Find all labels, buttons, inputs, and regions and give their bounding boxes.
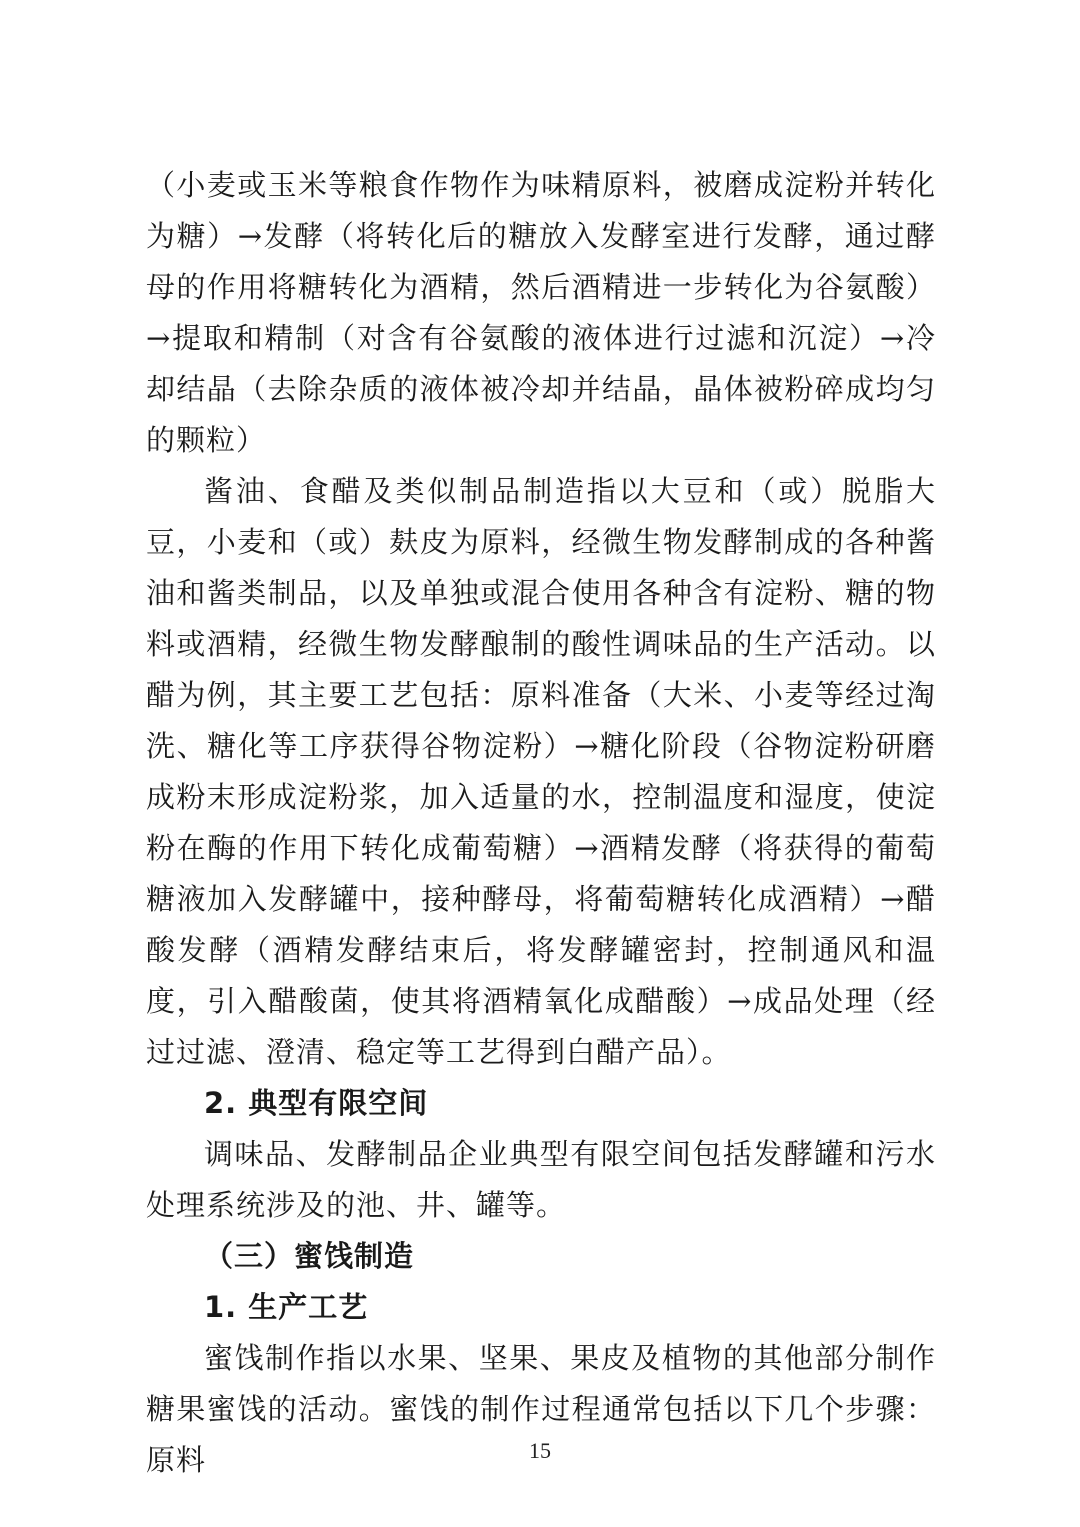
paragraph-confined-space: 调味品、发酵制品企业典型有限空间包括发酵罐和污水处理系统涉及的池、井、罐等。 — [146, 1137, 936, 1222]
page-number: 15 — [529, 1438, 551, 1463]
heading-candied-fruit: （三）蜜饯制造 — [204, 1239, 415, 1273]
document-body — [146, 160, 936, 1486]
paragraph-msg-process: （小麦或玉米等粮食作物作为味精原料，被磨成淀粉并转化为糖）→发酵（将转化后的糖放入发酵室进行发酵，通过酵母的作用将糖转化为酒精，然后酒精进一步转化为谷氨酸）→提取和精制（对含有谷氨酸的液体进行过滤和沉淀）→冷却结晶（去除杂质的液体被冷却并结晶，晶体被粉碎成均匀的颗粒） — [146, 168, 936, 457]
heading-production-process: 1. 生产工艺 — [204, 1290, 369, 1324]
paragraph-soy-vinegar: 酱油、食醋及类似制品制造指以大豆和（或）脱脂大豆，小麦和（或）麸皮为原料，经微生物发酵制成的各种酱油和酱类制品，以及单独或混合使用各种含有淀粉、糖的物料或酒精，经微生物发酵酿制的酸性调味品的生产活动。以醋为例，其主要工艺包括：原料准备（大米、小麦等经过淘洗、糖化等工序获得谷物淀粉）→糖化阶段（谷物淀粉研磨成粉末形成淀粉浆，加入适量的水，控制温度和湿度，使淀粉在酶的作用下转化成葡萄糖）→酒精发酵（将获得的葡萄糖液加入发酵罐中，接种酵母，将葡萄糖转化成酒精）→醋酸发酵（酒精发酵结束后，将发酵罐密封，控制通风和温度，引入醋酸菌，使其将酒精氧化成醋酸）→成品处理（经过过滤、澄清、稳定等工艺得到白醋产品）。 — [146, 474, 936, 1069]
paragraph-candied-fruit-intro: 蜜饯制作指以水果、坚果、果皮及植物的其他部分制作糖果蜜饯的活动。蜜饯的制作过程通常包括以下几个步骤：原料 — [146, 1341, 936, 1477]
heading-typical-confined-space: 2. 典型有限空间 — [204, 1086, 429, 1120]
